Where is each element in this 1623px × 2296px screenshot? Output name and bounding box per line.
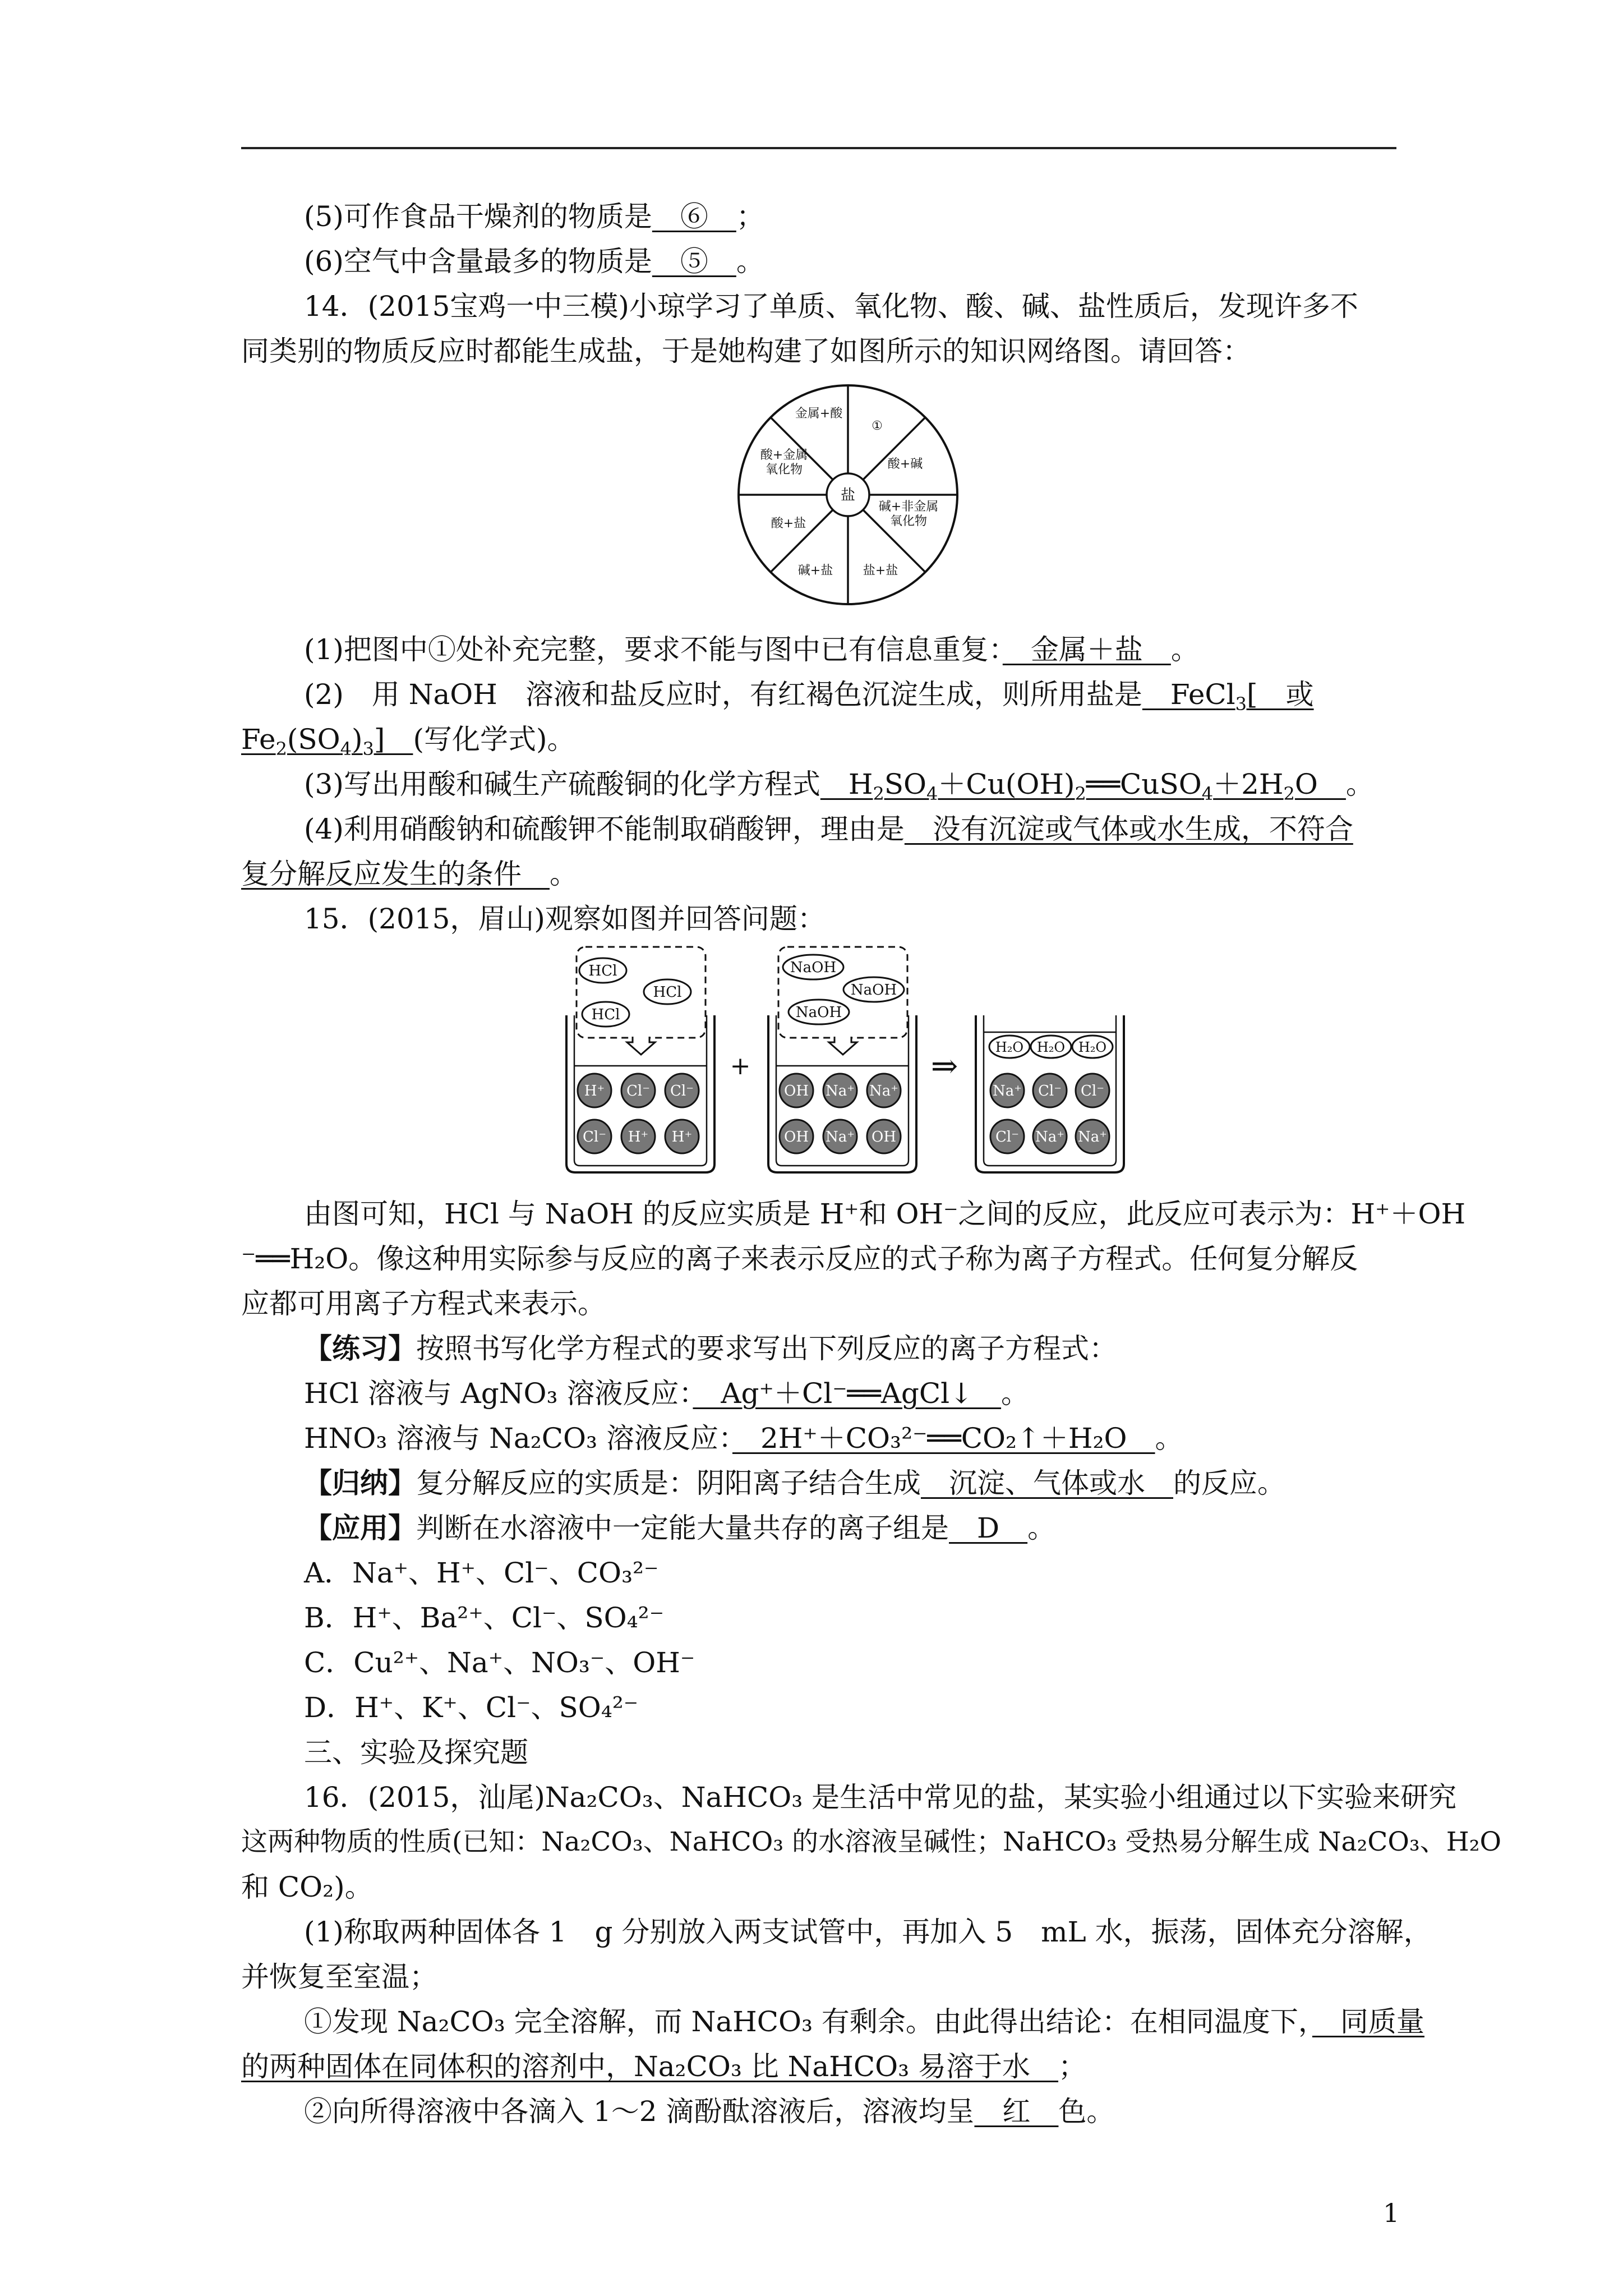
b3-ion-1: Na⁺	[993, 1083, 1022, 1099]
plus-sign: +	[730, 1052, 751, 1080]
b3-ion-3: Cl⁻	[1081, 1083, 1104, 1099]
b1-mol-1: HCl	[588, 963, 617, 979]
section-3-heading: 三、实验及探究题	[304, 1736, 528, 1769]
b3-mol-1: H₂O	[995, 1039, 1024, 1055]
q14-3-line: (3)写出用酸和碱生产硫酸铜的化学方程式 $H_2SO_4+Cu(OH)_2══CuSO_4+2H_2O$ 。	[304, 768, 1374, 804]
wheel-sector-2: ①	[872, 419, 883, 433]
b3-ion-6: Na⁺	[1078, 1129, 1107, 1145]
ion-reaction-figure	[561, 942, 1150, 1189]
q6-line: (6)空气中含量最多的物质是 ⑤ 。	[304, 245, 764, 278]
q14-2-line-a: (2) 用 NaOH 溶液和盐反应时，有红褐色沉淀生成，则所用盐是 FeCl$_3$[ 或	[304, 678, 1314, 715]
salt-knowledge-wheel	[730, 377, 966, 613]
q16-1-line-a: (1)称取两种固体各 1 g 分别放入两支试管中，再加入 5 mL 水，振荡，固体充分溶解，	[304, 1916, 1432, 1948]
b2-ion-1: OH	[784, 1083, 809, 1099]
b2-ion-4: OH	[784, 1129, 809, 1145]
wheel-sector-5: 盐+盐	[863, 564, 898, 578]
b2-ion-6: OH	[872, 1129, 896, 1145]
header-rule	[241, 147, 1396, 149]
q14-line-1: 14．(2015宝鸡一中三模)小琼学习了单质、氧化物、酸、碱、盐性质后，发现许多不	[304, 290, 1358, 323]
option-d: D．H⁺、K⁺、Cl⁻、SO₄²⁻	[304, 1691, 639, 1724]
b3-ion-5: Na⁺	[1035, 1129, 1064, 1145]
wheel-sector-8a: 酸+金属	[760, 448, 808, 462]
b1-ion-2: Cl⁻	[626, 1083, 650, 1099]
q16-c1-line-b: 的两种固体在同体积的溶剂中，Na₂CO₃ 比 NaHCO₃ 易溶于水 ；	[241, 2050, 1087, 2083]
q14-2-line-b: $Fe_2(SO_4)_3$] (写化学式)。	[241, 723, 575, 760]
q14-1-line: (1)把图中①处补充完整，要求不能与图中已有信息重复： 金属＋盐 。	[304, 633, 1199, 666]
apply-line: 【应用】判断在水溶液中一定能大量共存的离子组是 D 。	[304, 1511, 1056, 1544]
b3-mol-2: H₂O	[1036, 1039, 1066, 1055]
para-line-1: 由图可知，HCl 与 NaOH 的反应实质是 H⁺和 OH⁻之间的反应，此反应可表示为：H⁺＋OH	[304, 1198, 1466, 1230]
q14-line-2: 同类别的物质反应时都能生成盐，于是她构建了如图所示的知识网络图。请回答：	[241, 335, 1251, 367]
reaction-1-line: HCl 溶液与 AgNO₃ 溶液反应： Ag⁺＋Cl⁻══AgCl↓ 。	[304, 1377, 1030, 1410]
b2-ion-2: Na⁺	[826, 1083, 855, 1099]
b1-mol-3: HCl	[591, 1006, 620, 1023]
q16-1-line-b: 并恢复至室温；	[241, 1961, 437, 1993]
b2-ion-5: Na⁺	[826, 1129, 855, 1145]
q16-c2-line: ②向所得溶液中各滴入 1～2 滴酚酞溶液后，溶液均呈 红 色。	[304, 2095, 1115, 2128]
wheel-sector-4b: 氧化物	[889, 514, 928, 528]
q16-line-2: 这两种物质的性质(已知：Na₂CO₃、NaHCO₃ 的水溶液呈碱性；NaHCO₃ 受热易分解生成 Na₂CO₃、H₂O	[241, 1826, 1502, 1857]
b1-ion-3: Cl⁻	[670, 1083, 694, 1099]
wheel-sector-7: 酸+盐	[771, 517, 806, 531]
b3-ion-2: Cl⁻	[1038, 1083, 1062, 1099]
b3-mol-3: H₂O	[1078, 1039, 1107, 1055]
b1-ion-4: Cl⁻	[583, 1129, 606, 1145]
option-a: A．Na⁺、H⁺、Cl⁻、CO₃²⁻	[304, 1557, 659, 1589]
para-line-3: 应都可用离子方程式来表示。	[241, 1287, 606, 1320]
b1-ion-5: H⁺	[628, 1129, 649, 1145]
q14-4-line-a: (4)利用硝酸钠和硫酸钾不能制取硝酸钾，理由是 没有沉淀或气体或水生成，不符合	[304, 813, 1353, 845]
q14-4-line-b: 复分解反应发生的条件 。	[241, 858, 578, 890]
practice-line: 【练习】按照书写化学方程式的要求写出下列反应的离子方程式：	[304, 1332, 1117, 1365]
induce-line: 【归纳】复分解反应的实质是：阴阳离子结合生成 沉淀、气体或水 的反应。	[304, 1466, 1285, 1499]
yield-arrow: ⇒	[930, 1047, 958, 1085]
para-line-2: ⁻══H₂O。像这种用实际参与反应的离子来表示反应的式子称为离子方程式。任何复分解反	[241, 1243, 1358, 1275]
b3-ion-4: Cl⁻	[995, 1129, 1019, 1145]
wheel-sector-8b: 氧化物	[765, 463, 803, 477]
wheel-sector-3: 酸+碱	[887, 457, 923, 471]
b1-ion-1: H⁺	[584, 1083, 605, 1099]
b1-mol-2: HCl	[653, 984, 682, 1001]
q15-line: 15．(2015，眉山)观察如图并回答问题：	[304, 903, 826, 935]
wheel-sector-1: 金属+酸	[795, 407, 843, 421]
b2-mol-3: NaOH	[795, 1004, 842, 1021]
q5-line: (5)可作食品干燥剂的物质是 ⑥ ；	[304, 200, 764, 233]
page-number: 1	[1383, 2198, 1400, 2228]
b1-ion-6: H⁺	[671, 1129, 693, 1145]
b2-mol-2: NaOH	[850, 982, 897, 999]
option-c: C．Cu²⁺、Na⁺、NO₃⁻、OH⁻	[304, 1646, 695, 1679]
b2-ion-3: Na⁺	[869, 1083, 898, 1099]
q16-line-1: 16．(2015，汕尾)Na₂CO₃、NaHCO₃ 是生活中常见的盐，某实验小组通过以下实验来研究	[304, 1781, 1457, 1814]
reaction-2-line: HNO₃ 溶液与 Na₂CO₃ 溶液反应： 2H⁺＋CO₃²⁻══CO₂↑＋H₂O 。	[304, 1422, 1183, 1455]
q16-line-3: 和 CO₂)。	[241, 1871, 373, 1903]
q16-c1-line-a: ①发现 Na₂CO₃ 完全溶解，而 NaHCO₃ 有剩余。由此得出结论：在相同温度下， 同质量	[304, 2005, 1424, 2038]
b2-mol-1: NaOH	[790, 959, 837, 976]
wheel-sector-6: 碱+盐	[797, 564, 833, 578]
wheel-center: 盐	[840, 487, 856, 504]
wheel-sector-4a: 碱+非金属	[878, 500, 939, 514]
option-b: B．H⁺、Ba²⁺、Cl⁻、SO₄²⁻	[304, 1602, 665, 1634]
